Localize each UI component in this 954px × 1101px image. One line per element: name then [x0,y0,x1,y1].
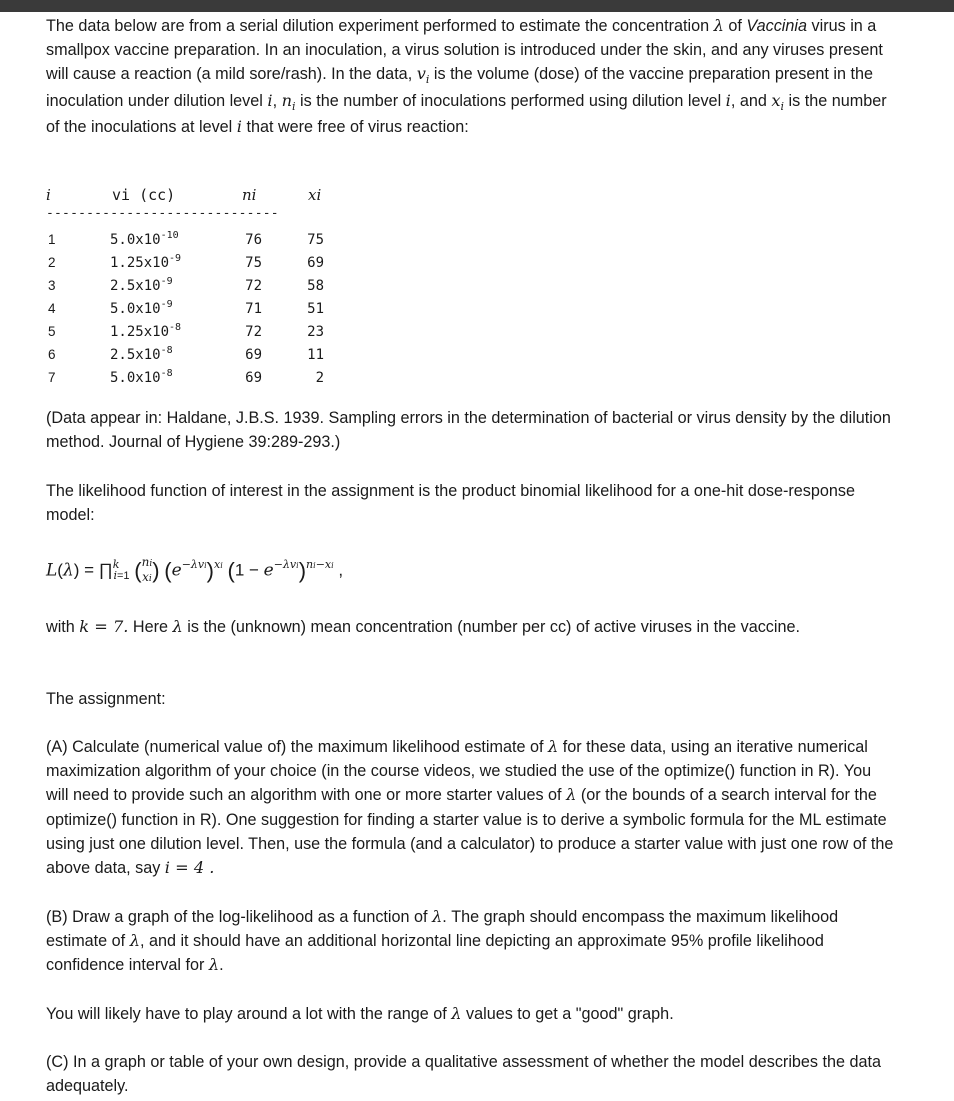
part-b: (B) Draw a graph of the log-likelihood as a function of λ. The graph should encompass the maximum likelihood estimate of λ, and it should have an additional horizontal line depicting an approximate 95% profile likelihood confidence interval for λ. [46,907,839,975]
table-divider: ----------------------------- [46,206,279,221]
table-row: 4 $5.0x10^{-9}$ 71 51 [48,299,324,317]
intro-paragraph: The data below are from a serial dilution experiment performed to estimate the concentration λ of Vaccinia virus in a smallpox vaccine preparation. In an inoculation, a virus solution is introduced under the skin, and any viruses present will cause a reaction (a mild sore/rash). In the data, $v_i$ is the volume (dose) of the vaccine preparation present in the inoculation under dilution level i, $n_i$ is the number of inoculations performed using dilution level i, and $x_i$ is the number of the inoculations at level i that were free of virus reaction: [46,16,887,136]
header-vi: vi (cc) [112,186,176,204]
header-xi: xi [308,186,322,204]
table-row: 6 $2.5x10^{-8}$ 69 11 [48,345,324,363]
part-c: (C) In a graph or table of your own design, provide a qualitative assessment of whether the model describes the data adequately. [46,1053,882,1096]
likelihood-formula: L(λ) = ∏ki=1 (ni xi) $(e^{-\lambda vi})^{xi}$ $(1 - e^{-\lambda vi})^{ni-xi}$ , [46,555,344,584]
table-row: 2 $1.25x10^{-9}$ 75 69 [48,253,324,271]
table-row: 1 $5.0x10^{-10}$ 76 75 [48,230,324,248]
table-row: 5 $1.25x10^{-8}$ 72 23 [48,322,324,340]
citation: (Data appear in: Haldane, J.B.S. 1939. Sampling errors in the determination of bacterial or virus density by the dilution method. Journal of Hygiene 39:289-293.) [46,409,891,452]
assignment-title: The assignment: [46,690,166,708]
part-a: (A) Calculate (numerical value of) the maximum likelihood estimate of λ for these data, using an iterative numerical maximization algorithm of your choice (in the course videos, we studied the use of the optimize() function in R). You will need to provide such an algorithm with one or more starter values of λ (or the bounds of a search interval for the optimize() function in R). One suggestion for finding a starter value is to derive a symbolic formula for the ML estimate using just one dilution level. Then, use the formula (and a calculator) to produce a starter value with just one row of the above data, say i = 4 . [46,737,894,878]
header-ni: ni [242,186,257,204]
header-i: i [46,186,51,204]
lambda-definition: with k = 7. Here λ is the (unknown) mean concentration (number per cc) of active viruses in the vaccine. [46,617,800,636]
window-top-bar [0,0,954,12]
table-row: 7 $5.0x10^{-8}$ 69 2 [48,368,324,386]
table-row: 3 $2.5x10^{-9}$ 72 58 [48,276,324,294]
range-note: You will likely have to play around a lot with the range of λ values to get a "good" graph. [46,1004,674,1023]
likelihood-intro: The likelihood function of interest in the assignment is the product binomial likelihood for a one-hit dose-response model: [46,482,855,525]
virus-name: Vaccinia [746,17,808,35]
